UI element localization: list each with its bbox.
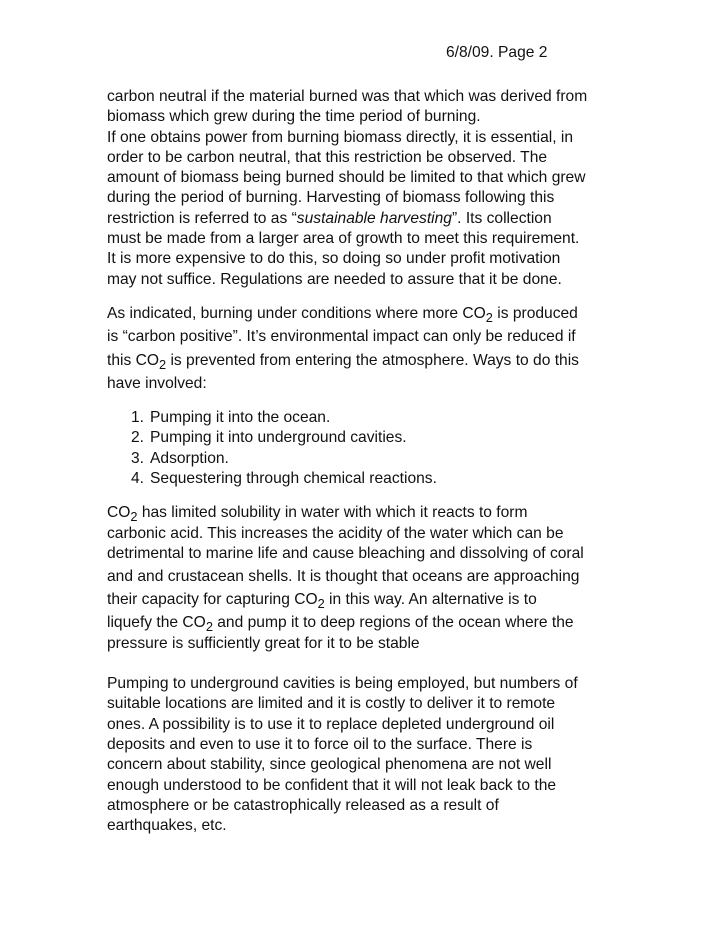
- list-number: 1.: [131, 408, 145, 426]
- list-item-text: Sequestering through chemical reactions.: [150, 469, 437, 487]
- text-line: atmosphere or be catastrophically released as a result of: [107, 796, 499, 814]
- page-header: [446, 43, 547, 63]
- text-line: detrimental to marine life and cause bleaching and dissolving of coral: [107, 545, 584, 563]
- text-fragment: and pump it to deep regions of the ocean where the: [212, 613, 574, 631]
- paragraph-biomass: [107, 87, 632, 290]
- text-line: must be made from a larger area of growth to meet this requirement.: [107, 230, 580, 248]
- text-line: [107, 611, 632, 634]
- text-fragment: this CO: [107, 351, 159, 369]
- text-fragment: their capacity for capturing CO: [107, 590, 318, 608]
- text-line: during the period of burning. Harvesting of biomass following this: [107, 189, 555, 207]
- header-page-number: Page 2: [498, 44, 548, 61]
- text-line: may not suffice. Regulations are needed to assure that it be done.: [107, 270, 562, 288]
- text-line: ones. A possibility is to use it to replace depleted underground oil: [107, 715, 555, 733]
- list-item: [131, 469, 632, 489]
- text-line: It is more expensive to do this, so doing so under profit motivation: [107, 250, 561, 268]
- header-date: 6/8/09.: [446, 44, 494, 61]
- paragraph-ocean: [107, 501, 632, 654]
- text-line: Pumping to underground cavities is being employed, but numbers of: [107, 675, 578, 693]
- text-fragment: liquefy the CO: [107, 613, 206, 631]
- subscript: 2: [205, 618, 213, 634]
- text-line: [107, 302, 632, 326]
- text-fragment: As indicated, burning under conditions where more CO: [107, 304, 486, 322]
- subscript: 2: [130, 509, 138, 525]
- text-fragment: in this way. An alternative is to: [324, 590, 537, 608]
- text-line: [107, 349, 632, 373]
- list-number: 2.: [131, 429, 145, 447]
- numbered-list-methods: [107, 408, 632, 489]
- text-line: have involved:: [107, 375, 207, 393]
- list-item-text: Adsorption.: [150, 449, 229, 467]
- text-line: order to be carbon neutral, that this restriction be observed. The: [107, 148, 548, 166]
- text-line: [107, 588, 632, 611]
- list-item: [131, 449, 632, 469]
- text-fragment: is prevented from entering the atmosphere. Ways to do this: [166, 351, 579, 369]
- text-line: earthquakes, etc.: [107, 817, 227, 835]
- text-fragment: is produced: [492, 304, 578, 322]
- list-number: 4.: [131, 469, 145, 487]
- subscript: 2: [485, 310, 493, 326]
- list-item: [131, 408, 632, 428]
- text-line: [107, 209, 632, 229]
- text-line: If one obtains power from burning biomass directly, it is essential, in: [107, 128, 574, 146]
- emphasis-sustainable-harvesting: sustainable harvesting: [296, 209, 452, 227]
- text-fragment: CO: [107, 504, 131, 522]
- paragraph-underground: [107, 674, 632, 836]
- list-item-text: Pumping it into underground cavities.: [150, 429, 407, 447]
- text-line: pressure is sufficiently great for it to be stable: [107, 634, 420, 652]
- text-line: carbonic acid. This increases the acidity of the water which can be: [107, 525, 564, 543]
- text-fragment: restriction is referred to as “: [107, 209, 297, 227]
- list-number: 3.: [131, 449, 145, 467]
- text-fragment: has limited solubility in water with which it reacts to form: [137, 504, 528, 522]
- subscript: 2: [317, 595, 325, 611]
- text-line: carbon neutral if the material burned was that which was derived from: [107, 88, 588, 105]
- text-line: biomass which grew during the time period of burning.: [107, 108, 481, 126]
- text-line: deposits and even to use it to force oil to the surface. There is: [107, 735, 533, 753]
- list-item: [131, 428, 632, 448]
- text-line: is “carbon positive”. It’s environmental impact can only be reduced if: [107, 328, 576, 346]
- list-item-text: Pumping it into the ocean.: [150, 408, 331, 426]
- text-line: enough understood to be confident that it will not leak back to the: [107, 776, 557, 794]
- subscript: 2: [159, 357, 167, 373]
- text-line: [107, 501, 632, 524]
- text-line: and and crustacean shells. It is thought that oceans are approaching: [107, 567, 580, 585]
- document-body: [107, 87, 632, 836]
- text-line: suitable locations are limited and it is costly to deliver it to remote: [107, 695, 556, 713]
- text-line: concern about stability, since geological phenomena are not well: [107, 756, 552, 774]
- paragraph-carbon-positive: [107, 302, 632, 396]
- text-line: amount of biomass being burned should be limited to that which grew: [107, 169, 586, 187]
- text-fragment: ”. Its collection: [451, 209, 552, 227]
